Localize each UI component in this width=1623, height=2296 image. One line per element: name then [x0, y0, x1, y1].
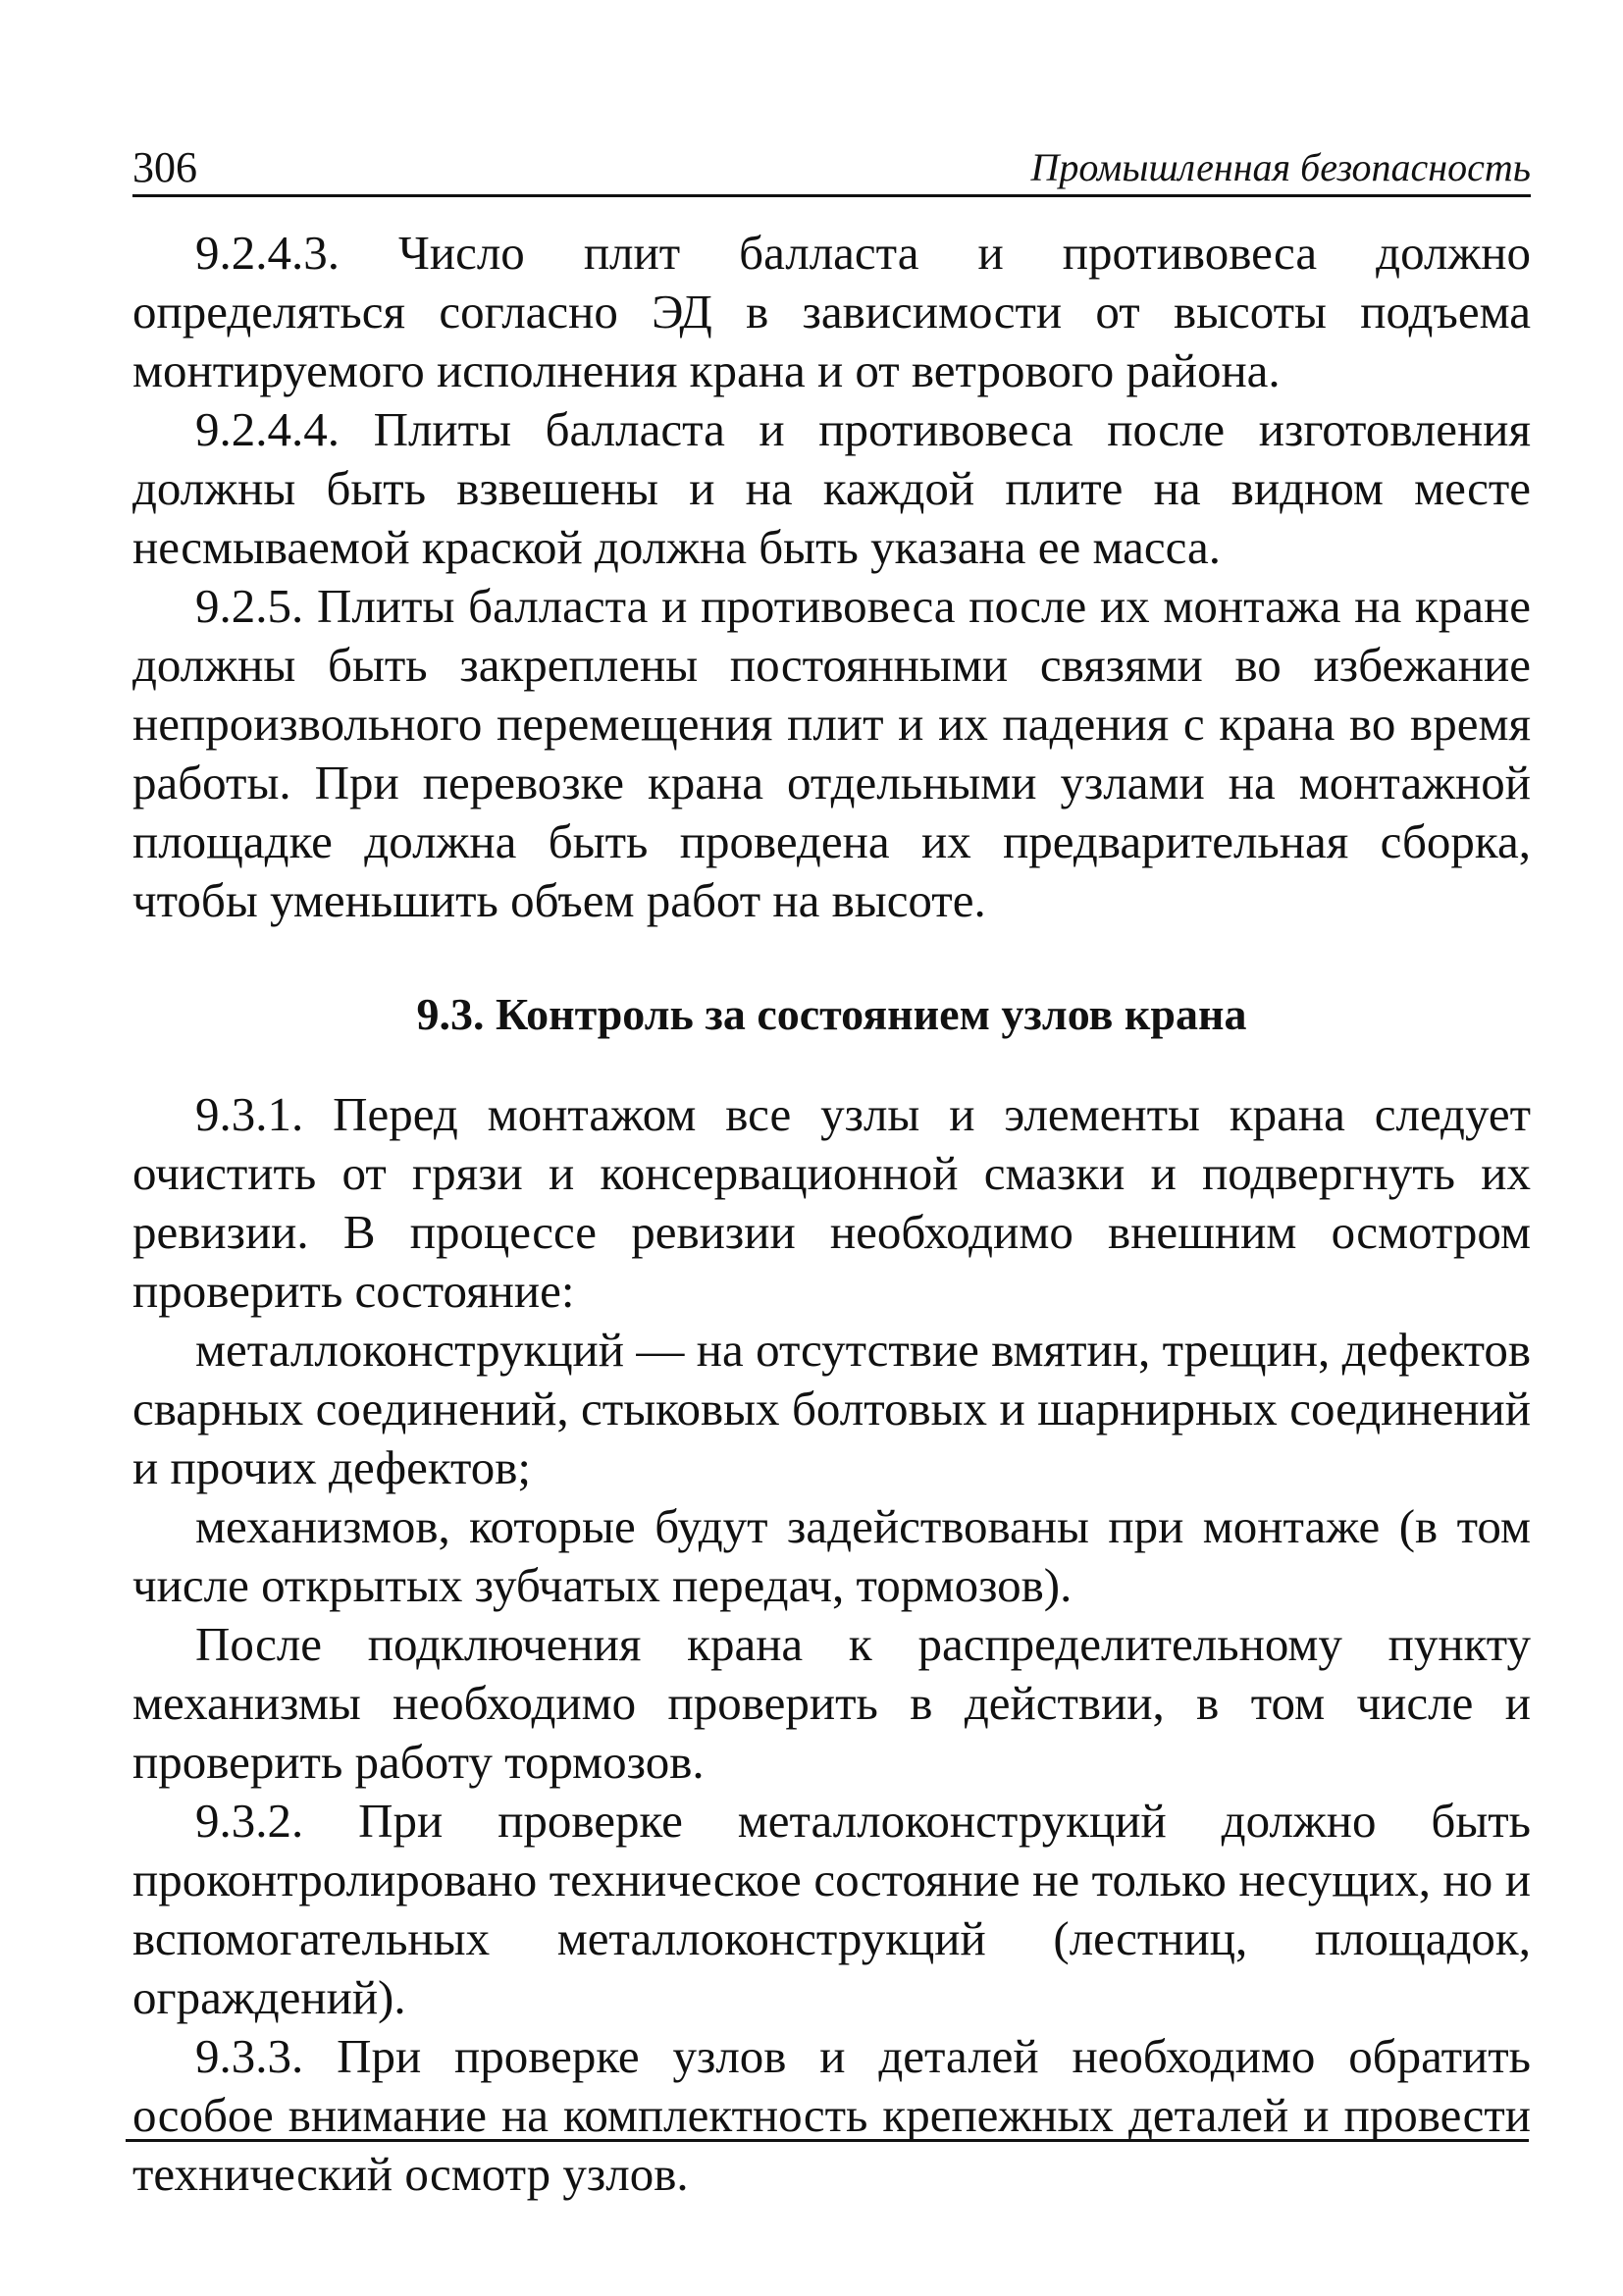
page-number: 306 [132, 143, 197, 191]
paragraph-9-2-4-3: 9.2.4.3. Число плит балласта и противовеса должно определяться согласно ЭД в зависимости от высоты подъема монтируемого исполнения крана и от ветрового района. [132, 226, 1531, 397]
paragraph-9-2-5: 9.2.5. Плиты балласта и противовеса после их монтажа на кране должны быть закреплены постоянными связями во избежание непроизвольного перемещения плит и их падения с крана во время работы. При перевозке крана отдельными узлами на монтажной площадке должна быть проведена их предварительная сборка, чтобы уменьшить объем работ на высоте. [132, 579, 1531, 927]
section-heading-9-3: 9.3. Контроль за состоянием узлов крана [416, 989, 1247, 1039]
paragraph-metal-structures: металлоконструкций — на отсутствие вмятин, трещин, дефектов сварных соединений, стыковых болтовых и шарнирных соединений и прочих дефектов; [132, 1323, 1531, 1494]
paragraph-9-3-2: 9.3.2. При проверке металлоконструкций должно быть проконтролировано техническое состояние не только несущих, но и вспомогательных металлоконструкций (лестниц, площадок, ограждений). [132, 1794, 1531, 2024]
paragraph-9-2-4-4: 9.2.4.4. Плиты балласта и противовеса после изготовления должны быть взвешены и на каждой плите на видном месте несмываемой краской должна быть указана ее масса. [132, 402, 1531, 574]
paragraph-9-3-1: 9.3.1. Перед монтажом все узлы и элементы крана следует очистить от грязи и консервационной смазки и подвергнуть их ревизии. В процессе ревизии необходимо внешним осмотром проверить состояние: [132, 1087, 1531, 1318]
paragraph-after-connection: После подключения крана к распределительному пункту механизмы необходимо проверить в действии, в том числе и проверить работу тормозов. [132, 1617, 1531, 1789]
paragraph-9-3-3: 9.3.3. При проверке узлов и деталей необходимо обратить особое внимание на комплектность крепежных деталей и провести технический осмотр узлов. [132, 2029, 1531, 2201]
body-text [132, 224, 1531, 2204]
running-title: Промышленная безопасность [1030, 145, 1531, 189]
footer-rule [126, 2139, 1529, 2142]
paragraph-mechanisms: механизмов, которые будут задействованы при монтаже (в том числе открытых зубчатых передач, тормозов). [132, 1499, 1531, 1612]
running-head [132, 139, 1531, 197]
